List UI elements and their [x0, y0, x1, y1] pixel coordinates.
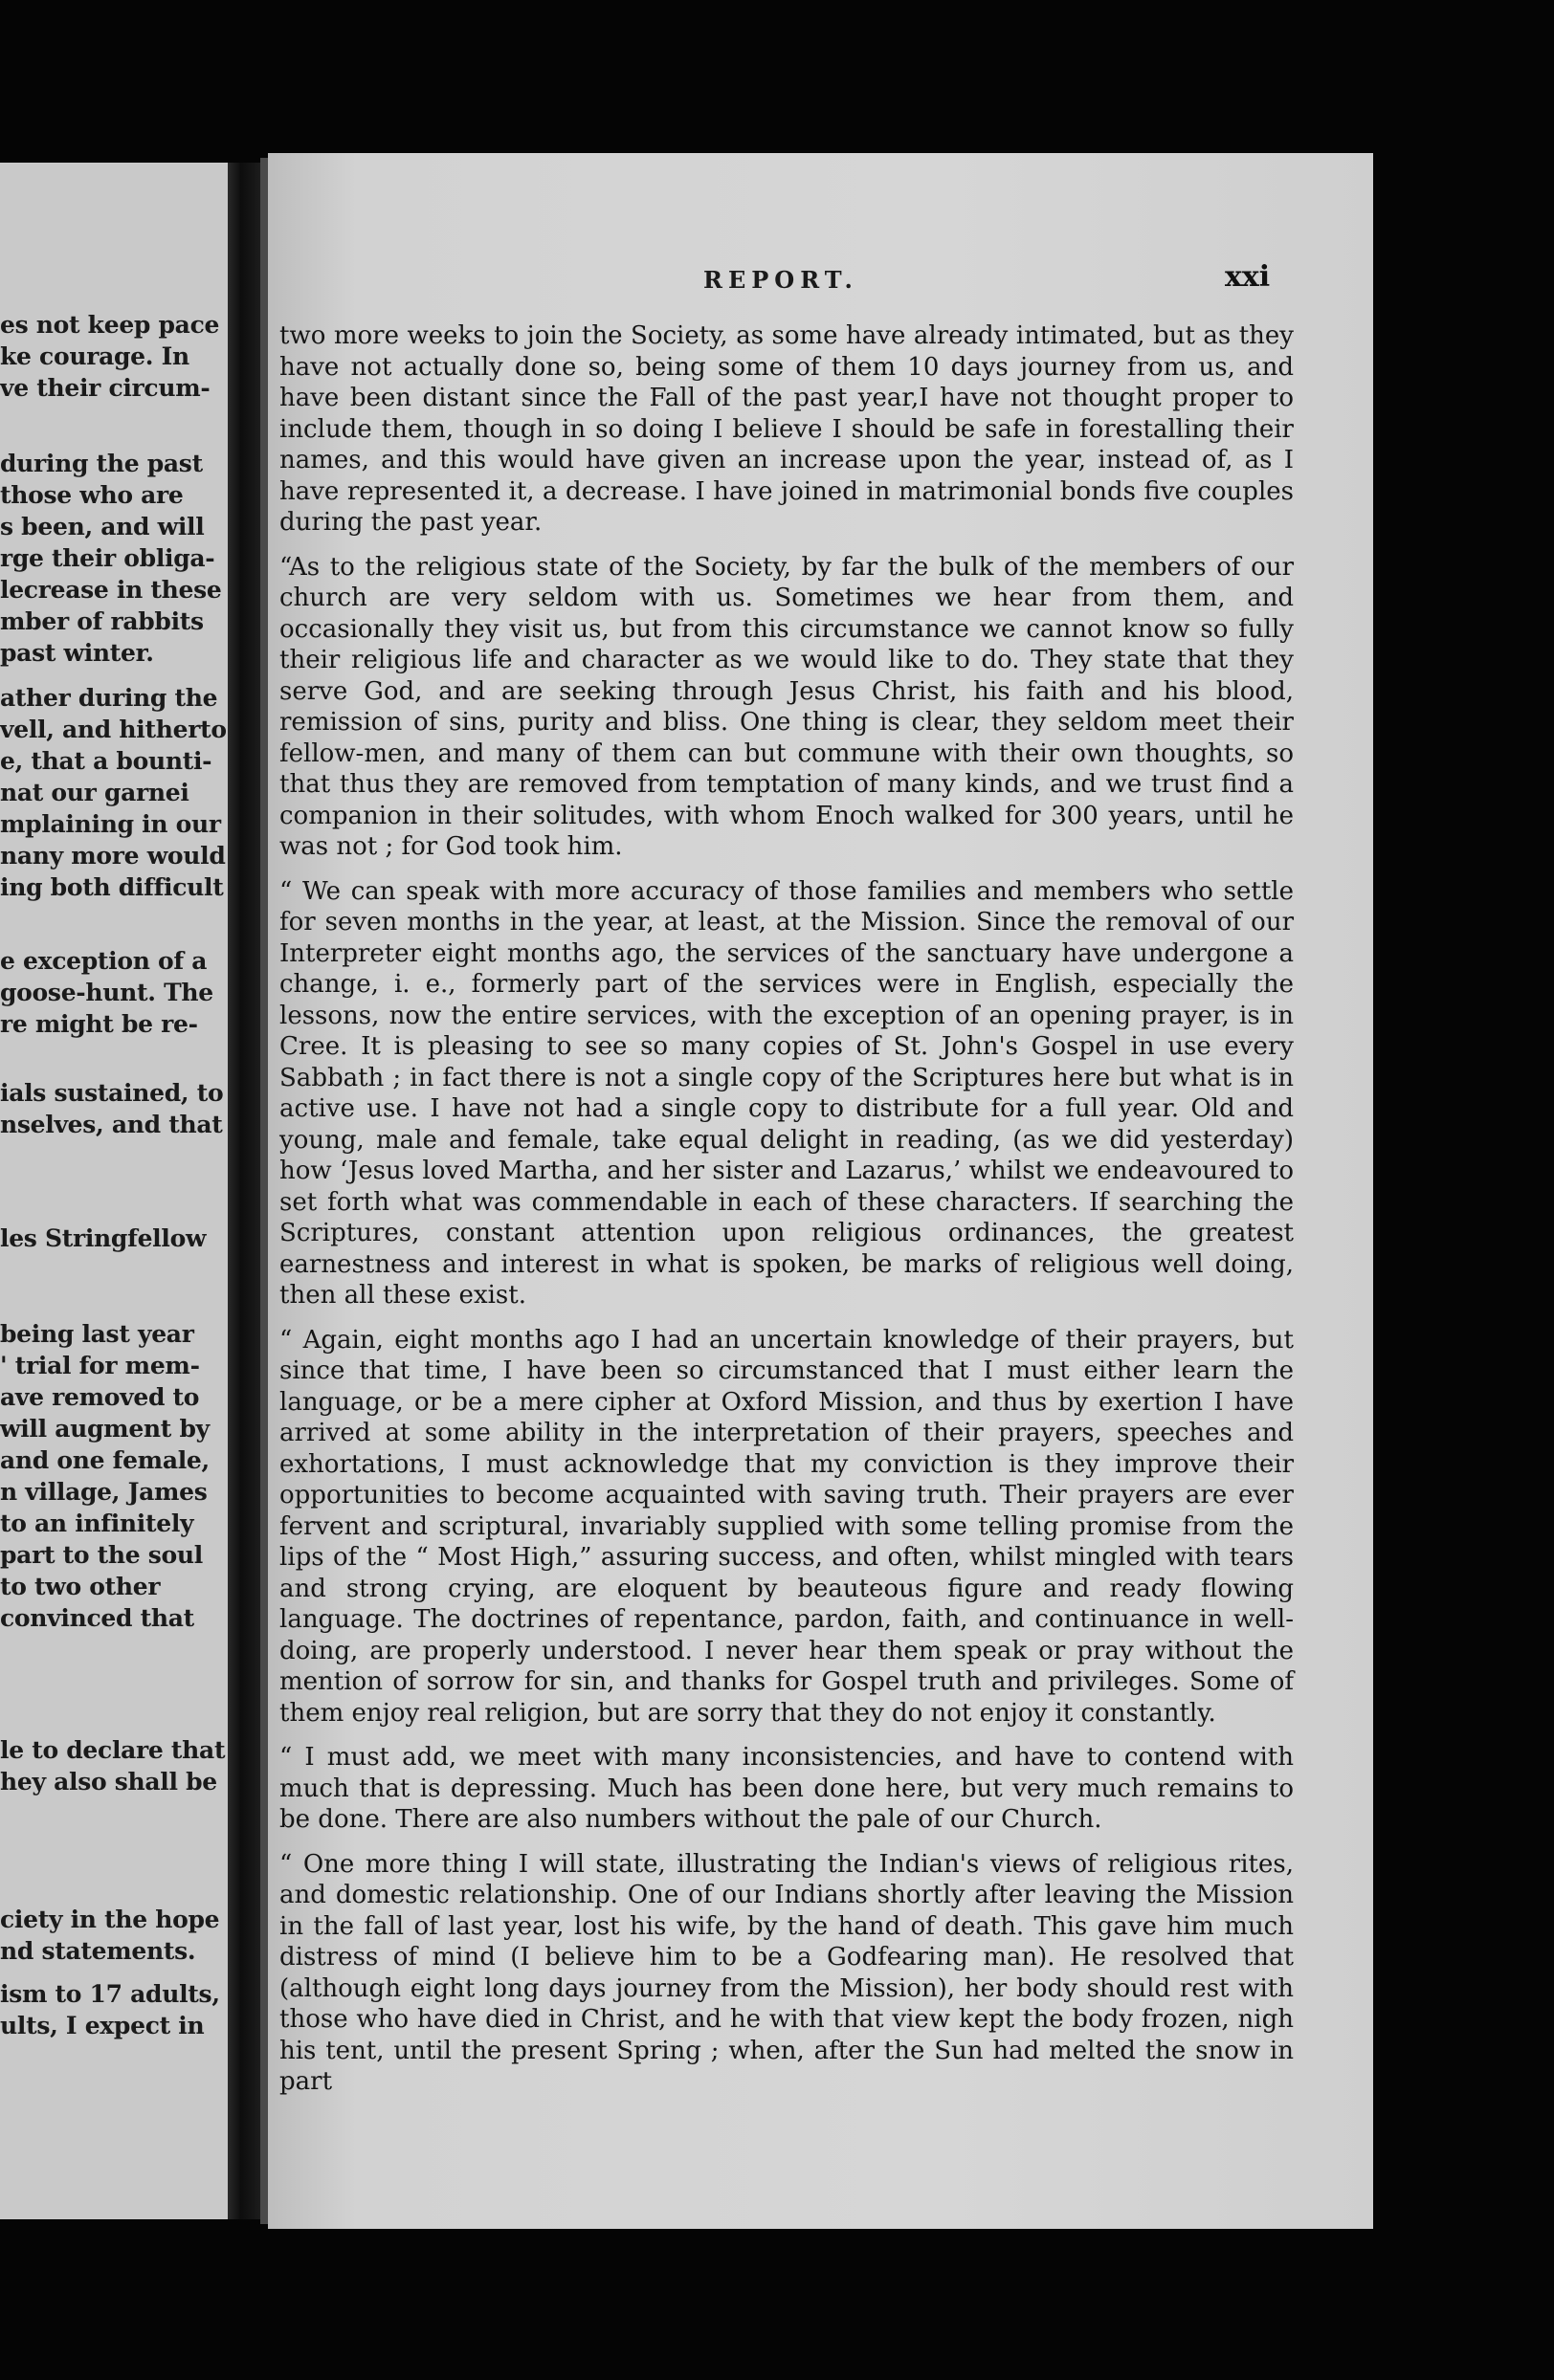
- left-page-line: nd statements.: [0, 1937, 196, 1965]
- left-page-line: ve their circum-: [0, 374, 211, 402]
- left-page-line: to an infinitely: [0, 1510, 194, 1537]
- left-page-line: lecrease in these: [0, 576, 222, 604]
- left-page-line: s been, and will: [0, 513, 205, 540]
- left-page-line: those who are: [0, 481, 184, 509]
- left-page-line: convinced that: [0, 1604, 194, 1632]
- left-page-line: ing both difficult: [0, 873, 224, 901]
- left-page-line: ials sustained, to: [0, 1079, 224, 1107]
- left-page-line: and one female,: [0, 1446, 210, 1474]
- left-page-line: ism to 17 adults,: [0, 1980, 220, 2008]
- page-body: [279, 320, 1294, 2111]
- running-head-title: REPORT.: [703, 266, 858, 294]
- left-page-line: to two other: [0, 1573, 161, 1600]
- left-page-line: during the past: [0, 450, 203, 477]
- left-page-line: nat our garnei: [0, 779, 189, 806]
- left-page-line: n village, James: [0, 1478, 208, 1506]
- left-page-line: e, that a bounti-: [0, 747, 212, 775]
- left-page-line: hey also shall be: [0, 1768, 217, 1796]
- left-page-line: les Stringfellow: [0, 1224, 207, 1252]
- left-page-line: ke courage. In: [0, 342, 189, 370]
- left-page-line: goose-hunt. The: [0, 979, 213, 1006]
- right-page: [268, 153, 1373, 2229]
- paragraph-1: two more weeks to join the Society, as some have already intimated, but as they have not actually done so, being some of them 10 days journey from us, and have been distant since the Fall of the past year,I have not thought proper to include them, though in so doing I believe I should be safe in forestalling their names, and this would have given an increase upon the year, instead of, as I have represented it, a decrease. I have joined in matrimonial bonds five couples during the past year.: [279, 321, 1294, 537]
- page-number: xxi: [1225, 260, 1271, 294]
- book-gutter: [228, 163, 260, 2219]
- left-page-line: being last year: [0, 1320, 194, 1348]
- left-page-line: ather during the: [0, 684, 218, 712]
- left-page-line: rge their obliga-: [0, 544, 215, 572]
- left-page-line: es not keep pace: [0, 311, 220, 339]
- left-page-line: ' trial for mem-: [0, 1352, 200, 1379]
- left-page-line: vell, and hitherto: [0, 716, 227, 743]
- left-page-line: past winter.: [0, 639, 154, 667]
- paragraph-4: “ Again, eight months ago I had an uncertain knowledge of their prayers, but since that time, I have been so circumstanced that I must either learn the language, or be a mere cipher at Oxford Mission, and thus by exertion I have arrived at some ability in the interpretation of their prayers, speeches and exhortations, I must acknowledge that my conviction is they improve their opportunities to become acquainted with saving truth. Their prayers are ever fervent and scriptural, invariably supplied with some telling promise from the lips of the “ Most High,” assuring success, and often, whilst mingled with tears and strong crying, are eloquent by beauteous figure and ready flowing language. The doctrines of repentance, pardon, faith, and continuance in well-doing, are properly understood. I never hear them speak or pray without the mention of sorrow for sin, and thanks for Gospel truth and privileges. Some of them enjoy real religion, but are sorry that they do not enjoy it constantly.: [279, 1325, 1294, 1728]
- left-page-line: le to declare that: [0, 1736, 226, 1764]
- left-page-line: nselves, and that: [0, 1111, 223, 1138]
- left-page-line: nany more would: [0, 842, 226, 870]
- left-page-line: mplaining in our: [0, 810, 221, 838]
- left-facing-page: [0, 163, 228, 2219]
- paragraph-5: “ I must add, we meet with many inconsistencies, and have to contend with much that is depressing. Much has been done here, but very much remains to be done. There are also numbers without the pale of our Church.: [279, 1743, 1294, 1834]
- left-page-line: ults, I expect in: [0, 2012, 205, 2039]
- left-page-line: ave removed to: [0, 1383, 200, 1411]
- paragraph-2: “As to the religious state of the Society, by far the bulk of the members of our church are very seldom with us. Sometimes we hear from them, and occasionally they visit us, but from this circumstance we cannot know so fully their religious life and character as we would like to do. They state that they serve God, and are seeking through Jesus Christ, his faith and his blood, remission of sins, purity and bliss. One thing is clear, they seldom meet their fellow-men, and many of them can but commune with their own thoughts, so that thus they are removed from temptation of many kinds, and we trust find a companion in their solitudes, with whom Enoch walked for 300 years, until he was not ; for God took him.: [279, 552, 1294, 861]
- left-page-line: will augment by: [0, 1415, 210, 1443]
- paragraph-3: “ We can speak with more accuracy of those families and members who settle for seven months in the year, at least, at the Mission. Since the removal of our Interpreter eight months ago, the services of the sanctuary have undergone a change, i. e., formerly part of the services were in English, especially the lessons, now the entire services, with the exception of an opening prayer, is in Cree. It is pleasing to see so many copies of St. John's Gospel in use every Sabbath ; in fact there is not a single copy of the Scriptures here but what is in active use. I have not had a single copy to distribute for a full year. Old and young, male and female, take equal delight in reading, (as we did yesterday) how ‘Jesus loved Martha, and her sister and Lazarus,’ whilst we endeavoured to set forth what was commendable in each of these characters. If searching the Scriptures, constant attention upon religious ordinances, the greatest earnestness and interest in what is spoken, be marks of religious well doing, then all these exist.: [279, 876, 1294, 1310]
- left-page-line: e exception of a: [0, 947, 208, 975]
- left-page-line: mber of rabbits: [0, 607, 204, 635]
- left-page-line: ciety in the hope: [0, 1906, 220, 1933]
- paragraph-6: “ One more thing I will state, illustrating the Indian's views of religious rites, and domestic relationship. One of our Indians shortly after leaving the Mission in the fall of last year, lost his wife, by the hand of death. This gave him much distress of mind (I believe him to be a Godfearing man). He resolved that (although eight long days journey from the Mission), her body should rest with those who have died in Christ, and he with that view kept the body frozen, nigh his tent, until the present Spring ; when, after the Sun had melted the snow in part: [279, 1849, 1294, 2096]
- left-page-line: re might be re-: [0, 1010, 198, 1038]
- left-page-line: part to the soul: [0, 1541, 203, 1569]
